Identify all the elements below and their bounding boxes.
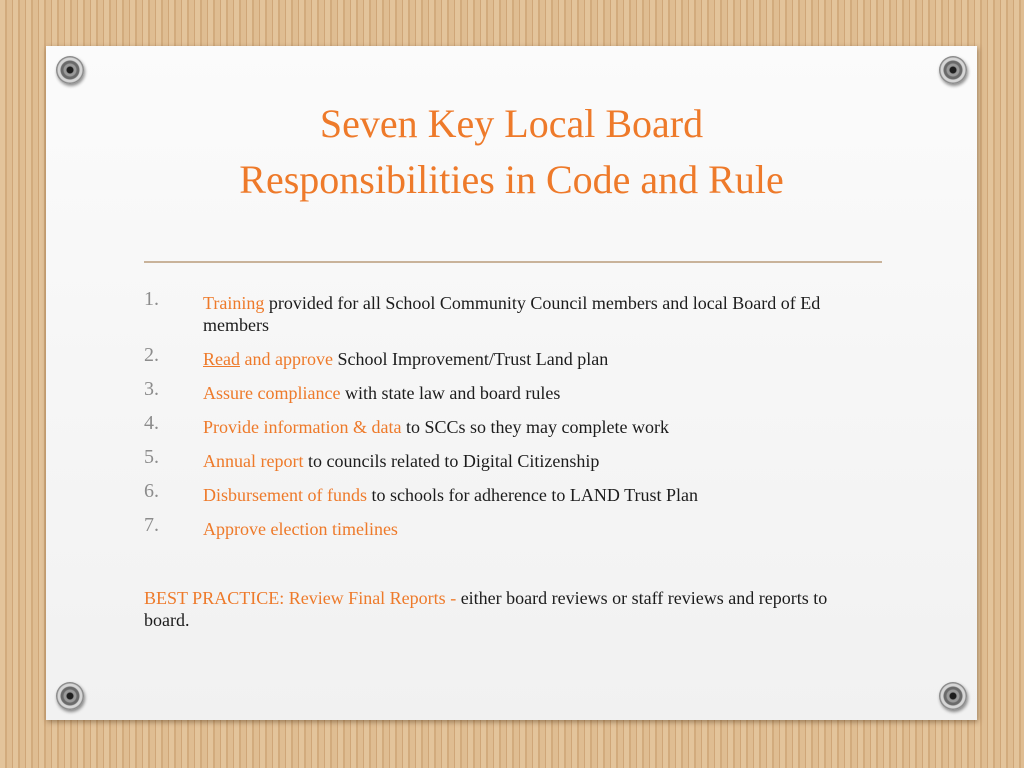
list-item (144, 378, 889, 404)
responsibility-list (144, 288, 889, 552)
item-number: 3. (144, 378, 159, 400)
item-keyword: and approve (239, 349, 333, 369)
pin-icon (939, 682, 967, 710)
list-item (144, 288, 889, 336)
item-text: to councils related to Digital Citizenship (303, 451, 600, 471)
item-number: 7. (144, 514, 159, 536)
item-number: 4. (144, 412, 159, 434)
best-practice-note (144, 587, 874, 631)
item-keyword: Annual report (203, 451, 304, 471)
best-practice-text: either board reviews or staff reviews and reports to board. (144, 588, 828, 630)
list-item (144, 446, 889, 472)
pin-icon (939, 56, 967, 84)
pin-icon (56, 682, 84, 710)
item-text: provided for all School Community Council members and local Board of Ed members (203, 293, 821, 335)
item-keyword: Approve election timelines (203, 519, 398, 539)
item-keyword: Assure compliance (203, 383, 341, 403)
title-line-2: Responsibilities in Code and Rule (239, 157, 784, 202)
title-divider (144, 261, 882, 263)
list-item (144, 480, 889, 506)
title-line-1: Seven Key Local Board (319, 101, 704, 146)
item-text: School Improvement/Trust Land plan (332, 349, 609, 369)
list-item (144, 514, 889, 540)
item-keyword: Provide information & data (203, 417, 402, 437)
item-number: 2. (144, 344, 159, 366)
item-keyword: Disbursement of funds (203, 485, 367, 505)
list-item (144, 344, 889, 370)
pin-icon (56, 56, 84, 84)
item-number: 6. (144, 480, 159, 502)
item-text: to schools for adherence to LAND Trust Plan (366, 485, 698, 505)
item-number: 5. (144, 446, 159, 468)
slide-title (46, 96, 977, 208)
list-item (144, 412, 889, 438)
item-text: to SCCs so they may complete work (401, 417, 669, 437)
best-practice-separator: - (445, 588, 461, 608)
slide-card (46, 46, 977, 720)
item-keyword-link[interactable]: Read (203, 349, 240, 369)
item-number: 1. (144, 288, 159, 310)
item-text: with state law and board rules (340, 383, 561, 403)
best-practice-label: BEST PRACTICE: Review Final Reports (144, 588, 446, 608)
item-keyword: Training (203, 293, 265, 313)
